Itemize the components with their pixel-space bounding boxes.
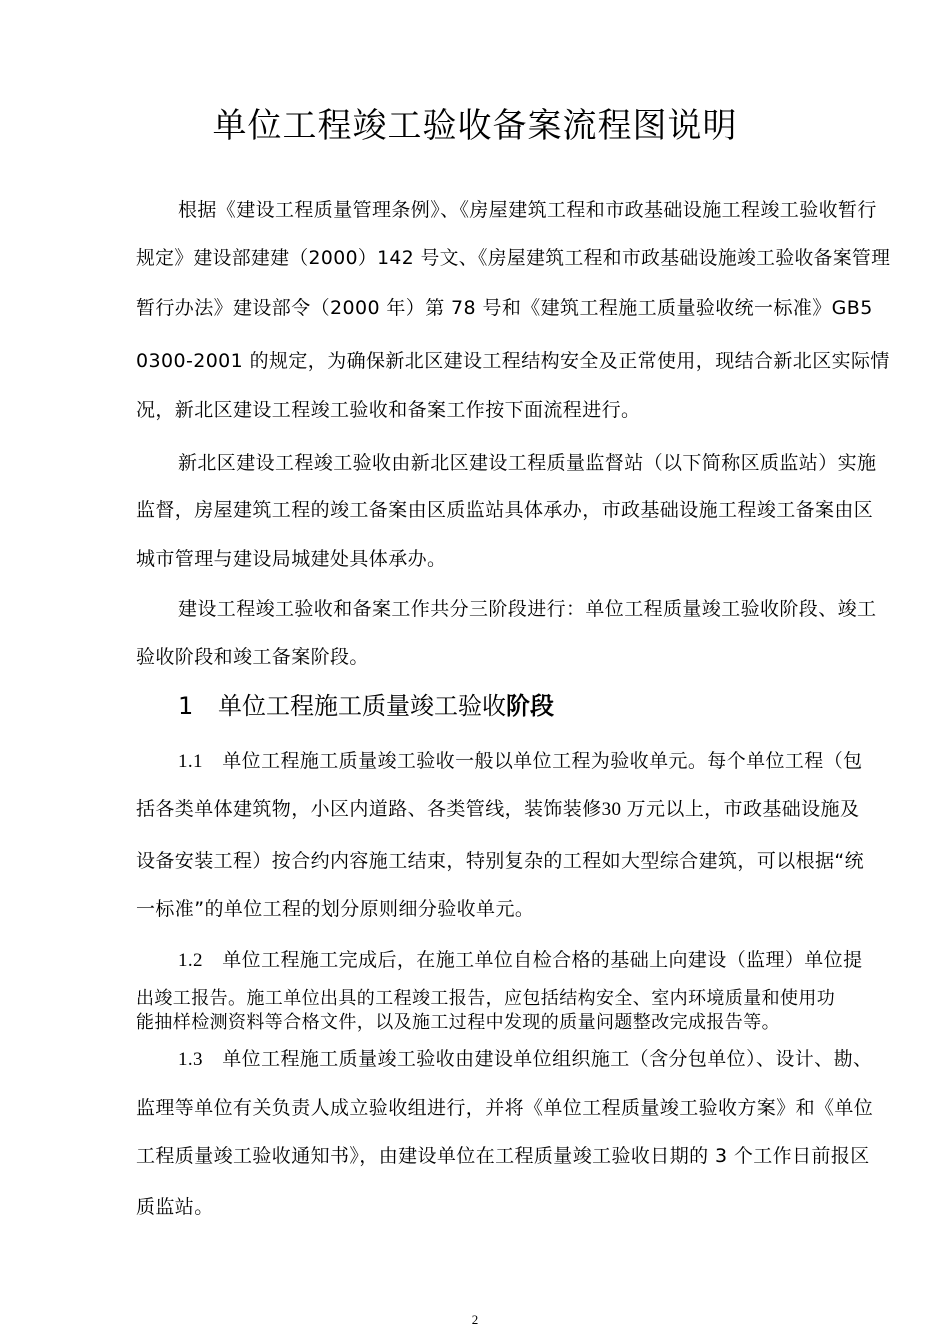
item12-line1b: 施工单位自检合格的基础上向建设（监理）单位提 [435,950,863,971]
page-number: 2 [471,1312,479,1327]
item12-line2: 出竣工报告。施工单位出具的工程竣工报告，应包括结构安全、室内环境质量和使用功 [136,988,836,1008]
item12-line3: 能抽样检测资料等合格文件，以及施工过程中发现的质量问题整改完成报告等。 [136,1012,780,1032]
section-heading [178,690,554,722]
item13-line1 [178,1045,872,1074]
item11-line2: 括各类单体建筑物，小区内道路、各类管线，装饰装修30 万元以上，市政基础设施及 [136,799,860,820]
item11-line3a: 设备安装工程）按合约内容施工结束， [136,851,466,872]
item12-line1a: 单位工程施工完成后，在 [222,949,436,971]
para3-line2: 验收阶段和竣工备案阶段。 [136,646,369,668]
section-title-regular: 单位工程施工质量竣工验收 [218,692,506,720]
item11-line4: 一标准”的单位工程的划分原则细分验收单元。 [136,898,535,920]
para2-line2: 监督，房屋建筑工程的竣工备案由区质监站具体承办，市政基础设施工程竣工备案由区 [136,499,874,521]
item11-line1a: 单位工程施工质量竣工验收一般以单位工程为验收单元。 [222,750,708,772]
section-number: 1 [178,692,194,720]
document-title: 单位工程竣工验收备案流程图说明 [212,106,738,146]
section-title-bold: 阶段 [506,692,554,720]
para1-line4: 0300-2001 的规定，为确保新北区建设工程结构安全及正常使用，现结合新北区实际情 [136,350,890,372]
item11-line1b: 每个单位工程（包 [707,751,863,772]
para2-line3: 城市管理与建设局城建处具体承办。 [136,548,447,570]
item13-line2: 监理等单位有关负责人成立验收组进行，并将《单位工程质量竣工验收方案》和《单位 [136,1097,874,1119]
item13-number: 1.3 [178,1049,203,1070]
para3-line1: 建设工程竣工验收和备案工作共分三阶段进行：单位工程质量竣工验收阶段、竣工 [178,598,877,620]
item11-line3b: 特别复杂的工程如大型综合建筑，可以根据“统 [465,850,865,872]
item13-line3: 工程质量竣工验收通知书》，由建设单位在工程质量竣工验收日期的 3 个工作日前报区 [136,1145,870,1167]
item11-number: 1.1 [178,751,203,772]
item11-line1 [178,747,863,776]
item13-line4: 质监站。 [136,1196,214,1218]
item12-line1 [178,946,863,975]
item13-line1-text: 单位工程施工质量竣工验收由建设单位组织施工（含分包单位）、设计、勘、 [222,1048,873,1070]
para2-line1: 新北区建设工程竣工验收由新北区建设工程质量监督站（以下简称区质监站）实施 [178,452,877,474]
para1-line1: 根据《建设工程质量管理条例》、《房屋建筑工程和市政基础设施工程竣工验收暂行 [178,199,877,221]
para1-line2: 规定》建设部建建（2000）142 号文、《房屋建筑工程和市政基础设施竣工验收备案管理 [136,247,891,269]
para1-line5: 况，新北区建设工程竣工验收和备案工作按下面流程进行。 [136,399,641,421]
para1-line3: 暂行办法》建设部令（2000 年）第 78 号和《建筑工程施工质量验收统一标准》GB5 [136,297,873,319]
item12-number: 1.2 [178,950,203,971]
item11-line3 [136,847,864,876]
